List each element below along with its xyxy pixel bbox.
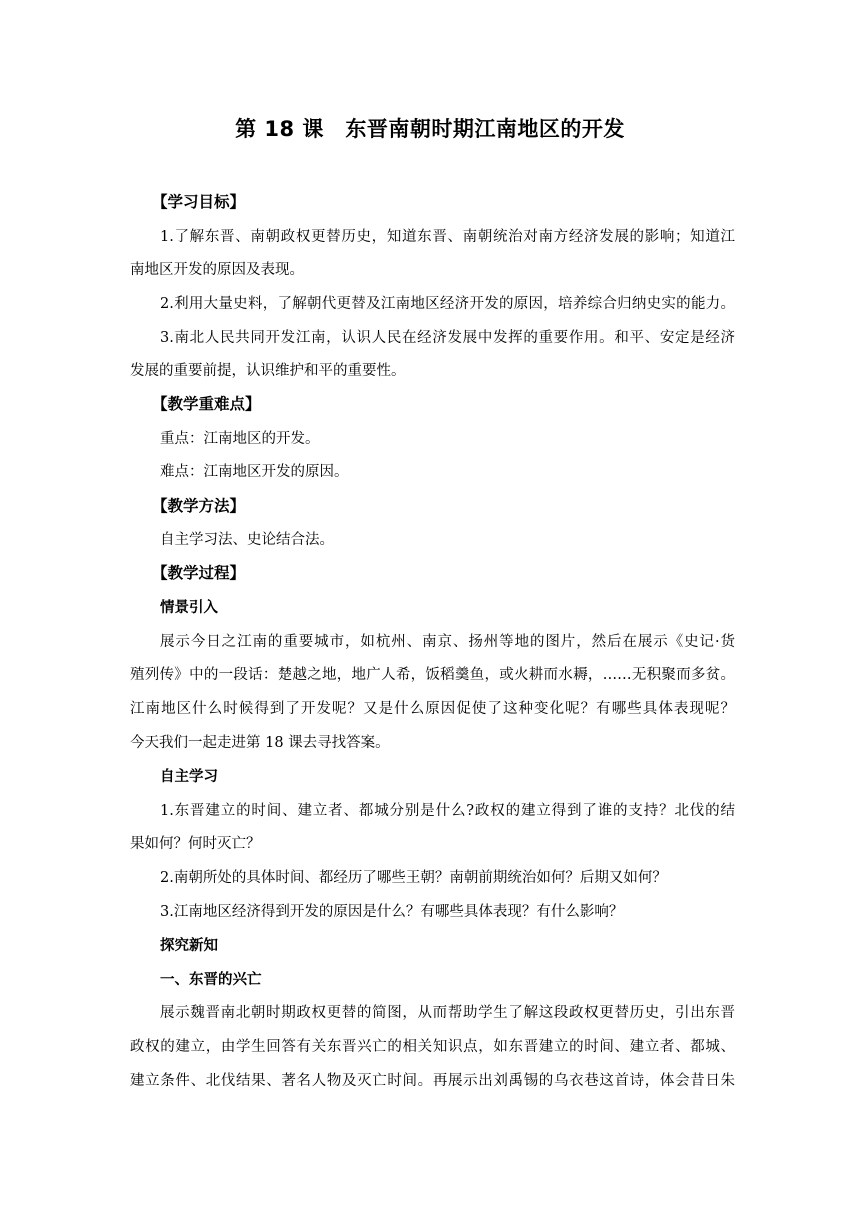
section-1-line-1: 展示魏晋南北朝时期政权更替的简图，从而帮助学生了解这段政权更替历史，引出东晋	[160, 1005, 735, 1021]
section-1-line-3: 建立条件、北伐结果、著名人物及灭亡时间。再展示出刘禹锡的乌衣巷这首诗，体会昔日朱	[130, 1073, 735, 1089]
key-points-heading: 【教学重难点】	[152, 395, 261, 413]
objective-2: 2.利用大量史料，了解朝代更替及江南地区经济开发的原因，培养综合归纳史实的能力。	[160, 296, 735, 312]
objectives-heading: 【学习目标】	[152, 193, 246, 211]
lesson-title: 第 18 课 东晋南朝时期江南地区的开发	[235, 117, 625, 141]
question-3: 3.江南地区经济得到开发的原因是什么？有哪些具体表现？有什么影响？	[160, 904, 624, 920]
objective-3-line-2: 发展的重要前提，认识维护和平的重要性。	[130, 363, 406, 379]
methods-heading: 【教学方法】	[152, 497, 246, 515]
intro-line-4: 今天我们一起走进第 18 课去寻找答案。	[130, 735, 390, 751]
difficult-point: 难点：江南地区开发的原因。	[160, 464, 349, 480]
objective-1-line-2: 南地区开发的原因及表现。	[130, 262, 304, 278]
question-2: 2.南朝所处的具体时间、都经历了哪些王朝？南朝前期统治如何？后期又如何？	[160, 870, 667, 886]
section-1-title: 一、东晋的兴亡	[160, 972, 262, 988]
methods-text: 自主学习法、史论结合法。	[160, 532, 334, 548]
explore-title: 探究新知	[160, 938, 218, 954]
objective-1-line-1: 1.了解东晋、南朝政权更替历史，知道东晋、南朝统治对南方经济发展的影响；知道江	[160, 229, 735, 245]
self-study-title: 自主学习	[160, 769, 218, 785]
intro-line-2: 殖列传》中的一段话：楚越之地，地广人希，饭稻羹鱼，或火耕而水耨，……无积聚而多贫。	[130, 667, 735, 683]
process-heading: 【教学过程】	[152, 564, 246, 582]
objective-3-line-1: 3.南北人民共同开发江南，认识人民在经济发展中发挥的重要作用。和平、安定是经济	[160, 330, 735, 346]
intro-line-1: 展示今日之江南的重要城市，如杭州、南京、扬州等地的图片，然后在展示《史记·货	[160, 634, 735, 650]
section-1-line-2: 政权的建立，由学生回答有关东晋兴亡的相关知识点，如东晋建立的时间、建立者、都城、	[130, 1039, 735, 1055]
question-1-line-2: 果如何？何时灭亡？	[130, 836, 261, 852]
question-1-line-1: 1.东晋建立的时间、建立者、都城分别是什么?政权的建立得到了谁的支持？北伐的结	[160, 803, 735, 819]
intro-title: 情景引入	[160, 600, 218, 616]
intro-line-3: 江南地区什么时候得到了开发呢？又是什么原因促使了这种变化呢？有哪些具体表现呢？	[130, 701, 735, 717]
key-point: 重点：江南地区的开发。	[160, 431, 320, 447]
